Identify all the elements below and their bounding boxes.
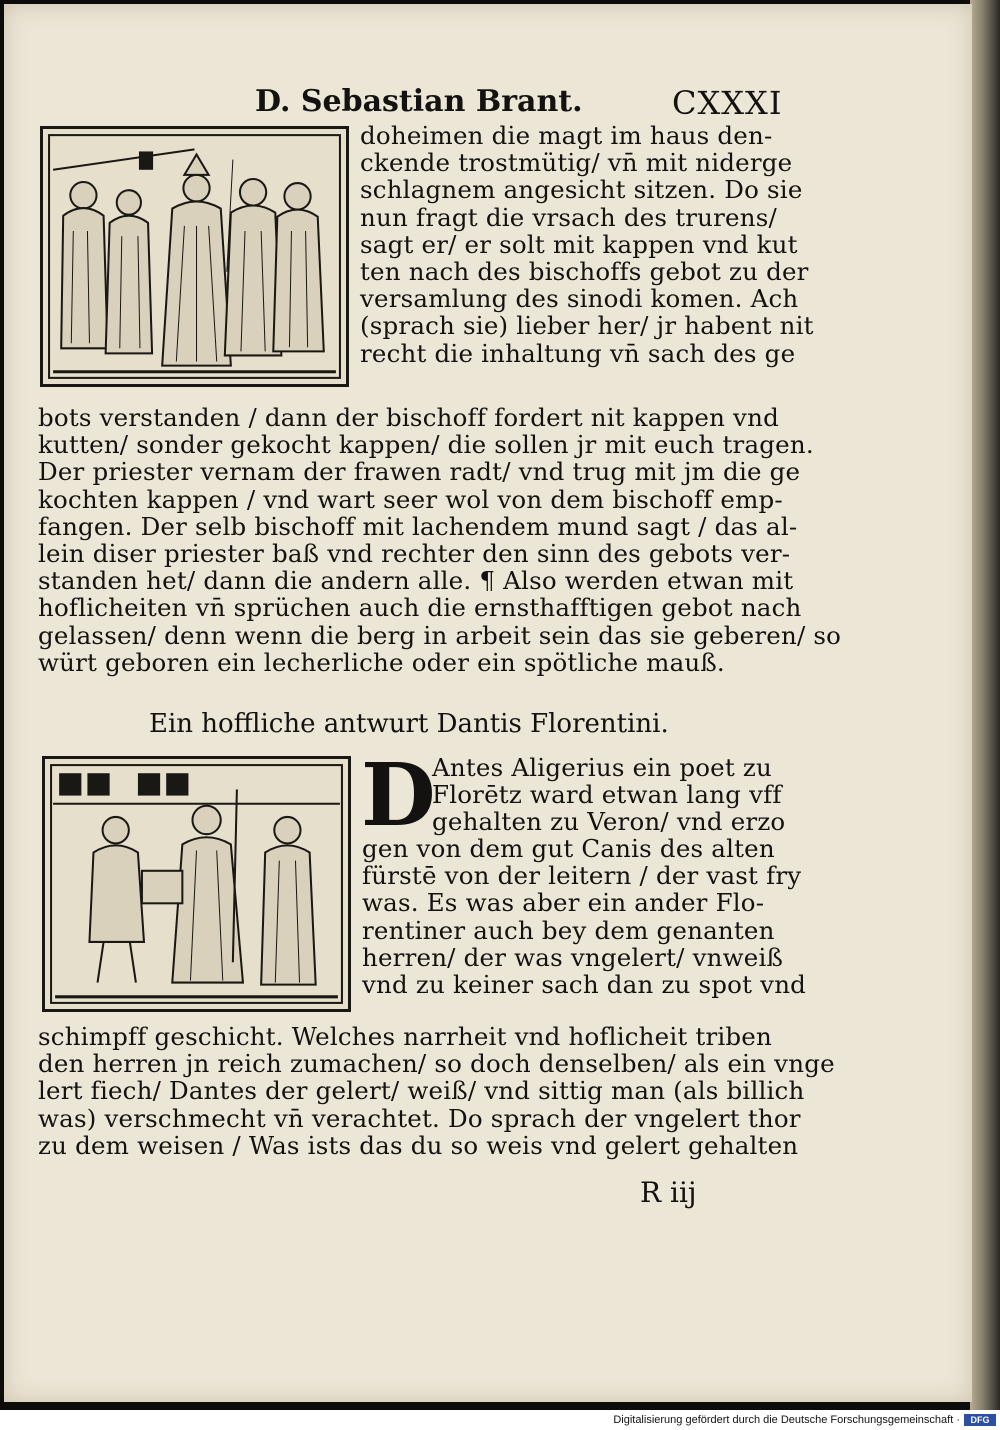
text-line: vnd zu keiner sach dan zu spot vnd	[362, 970, 807, 1000]
text-line: schlagnem angesicht sitzen. Do sie	[360, 175, 803, 205]
text-line: herren/ der was vngelert/ vnweiß	[362, 942, 784, 972]
text-line: den herren jn reich zumachen/ so doch denselben/ als ein vnge	[38, 1049, 835, 1079]
text-block-4	[38, 1023, 835, 1159]
signature-mark: R iij	[640, 1176, 697, 1209]
text-line: bots verstanden / dann der bischoff fordert nit kappen vnd	[38, 403, 779, 432]
text-line: sagt er/ er solt mit kappen vnd kut	[360, 229, 798, 259]
dfg-logo: DFG	[964, 1414, 996, 1426]
text-line: Der priester vernam der frawen radt/ vnd trug mit jm die ge	[38, 457, 801, 487]
text-line: fürstē von der leitern / der vast fry	[362, 861, 802, 891]
text-line: Antes Aligerius ein poet zu	[432, 753, 772, 782]
book-spine-edge	[970, 0, 1000, 1410]
text-line: doheimen die magt im haus den-	[360, 121, 773, 150]
text-line: was) verschmecht vn̄ verachtet. Do sprach der vngelert thor	[38, 1103, 801, 1133]
decorated-initial: D	[361, 745, 436, 846]
text-line: ckende trostmütig/ vn̄ mit niderge	[360, 148, 793, 178]
woodcut-bishop-image	[40, 126, 349, 387]
text-block-2	[38, 404, 841, 676]
text-line: würt geboren ein lecherliche oder ein spötliche mauß.	[38, 647, 725, 677]
text-block-3-cont	[432, 781, 785, 835]
text-line: zu dem weisen / Was ists das du so weis vnd gelert gehalten	[38, 1130, 799, 1160]
text-line: gelassen/ denn wenn die berg in arbeit sein das sie geberen/ so	[38, 620, 842, 650]
folio-number: CXXXI	[672, 84, 783, 122]
text-line: (sprach sie) lieber her/ jr habent nit	[360, 311, 814, 341]
woodcut-figures-image	[42, 756, 351, 1012]
text-line: lert fiech/ Dantes der gelert/ weiß/ vnd sittig man (als billich	[38, 1076, 805, 1106]
text-line: schimpff geschicht. Welches narrheit vnd hoflicheit triben	[38, 1022, 772, 1051]
text-line: was. Es was aber ein ander Flo-	[362, 888, 765, 918]
text-line: kutten/ sonder gekocht kappen/ die sollen jr mit euch tragen.	[38, 430, 814, 460]
text-line: gehalten zu Veron/ vnd erzo	[432, 807, 786, 837]
text-line: rentiner auch bey dem genanten	[362, 915, 775, 945]
text-line: fangen. Der selb bischoff mit lachendem mund sagt / das al-	[38, 511, 798, 541]
text-line: hoflicheiten vn̄ sprüchen auch die ernsthafftigen gebot nach	[38, 593, 802, 623]
book-page	[4, 4, 972, 1402]
text-line: recht die inhaltung vn̄ sach des ge	[360, 338, 796, 368]
text-block-3-rest	[362, 835, 806, 998]
text-block-3	[432, 754, 772, 781]
text-line: Florētz ward etwan lang vff	[432, 780, 782, 809]
section-heading: Ein hoffliche antwurt Dantis Florentini.	[149, 709, 669, 739]
footer-bar	[0, 1410, 1000, 1430]
text-line: gen von dem gut Canis des alten	[362, 834, 775, 863]
text-line: kochten kappen / vnd wart seer wol von dem bischoff emp-	[38, 484, 783, 514]
text-line: standen het/ dann die andern alle. ¶ Also werden etwan mit	[38, 566, 794, 596]
text-line: nun fragt die vrsach des trurens/	[360, 202, 777, 232]
footer-credit: Digitalisierung gefördert durch die Deutsche Forschungsgemeinschaft ·	[613, 1414, 960, 1426]
text-line: ten nach des bischoffs gebot zu der	[360, 257, 809, 287]
running-head: D. Sebastian Brant.	[255, 84, 583, 119]
text-line: lein diser priester baß vnd rechter den sinn des gebots ver-	[38, 539, 791, 569]
text-line: versamlung des sinodi komen. Ach	[360, 284, 799, 314]
text-block-1	[360, 122, 814, 367]
